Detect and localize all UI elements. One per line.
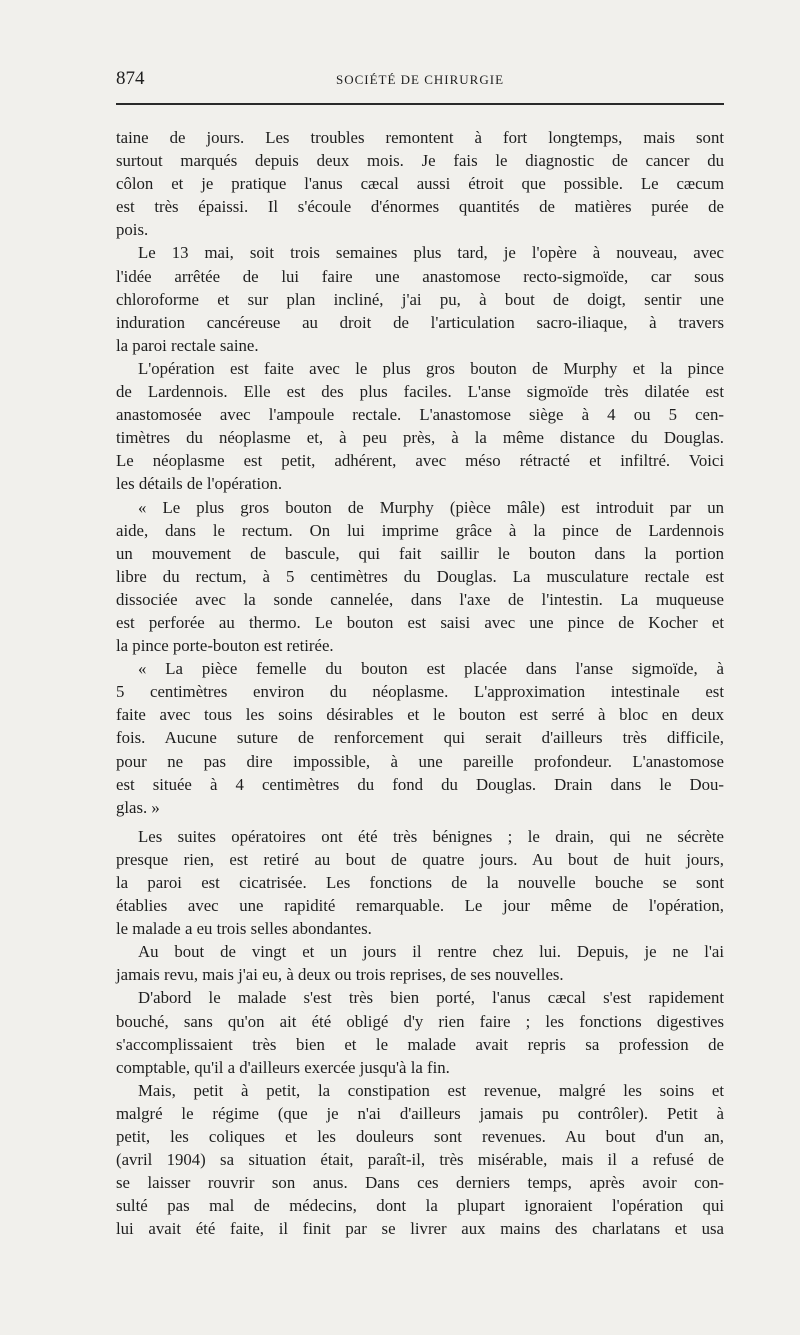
text-line: est située à 4 centimètres du fond du Douglas. Drain dans le Dou- xyxy=(116,774,724,794)
header-rule xyxy=(116,103,724,105)
text-line: l'idée arrêtée de lui faire une anastomose recto-sigmoïde, car sous xyxy=(116,266,724,286)
text-line: s'accomplissaient très bien et le malade avait repris sa profession de xyxy=(116,1034,724,1054)
text-line: Au bout de vingt et un jours il rentre chez lui. Depuis, je ne l'ai xyxy=(138,942,724,962)
text-line: Les suites opératoires ont été très bénignes ; le drain, qui ne sécrète xyxy=(138,826,724,846)
text-line: chloroforme et sur plan incliné, j'ai pu, à bout de doigt, sentir une xyxy=(116,289,724,309)
text-line: sulté pas mal de médecins, dont la plupart ignoraient l'opération qui xyxy=(116,1196,724,1216)
text-line: Le 13 mai, soit trois semaines plus tard, je l'opère à nouveau, avec xyxy=(138,243,724,263)
text-line: un mouvement de bascule, qui fait saillir le bouton dans la portion xyxy=(116,543,724,563)
text-line: est perforée au thermo. Le bouton est saisi avec une pince de Kocher et xyxy=(116,612,724,632)
text-line: les détails de l'opération. xyxy=(116,474,283,494)
text-line: dissociée avec la sonde cannelée, dans l'axe de l'intestin. La muqueuse xyxy=(116,589,724,609)
page-header xyxy=(116,66,724,92)
text-line: lui avait été faite, il finit par se livrer aux mains des charlatans et usa xyxy=(116,1219,724,1239)
text-line: libre du rectum, à 5 centimètres du Douglas. La musculature rectale est xyxy=(116,566,724,586)
text-line: la paroi est cicatrisée. Les fonctions de la nouvelle bouche se sont xyxy=(116,873,724,892)
running-head: SOCIÉTÉ DE CHIRURGIE xyxy=(335,72,505,87)
text-line: induration cancéreuse au droit de l'articulation sacro-iliaque, à travers xyxy=(116,312,724,332)
text-line: Mais, petit à petit, la constipation est revenue, malgré les soins et xyxy=(138,1080,724,1100)
text-line: presque rien, est retiré au bout de quatre jours. Au bout de huit jours, xyxy=(116,849,724,869)
text-line: malgré le régime (que je n'ai d'ailleurs jamais pu contrôler). Petit à xyxy=(116,1103,724,1123)
text-line: côlon et je pratique l'anus cæcal aussi étroit que possible. Le cæcum xyxy=(116,174,724,194)
text-line: Le néoplasme est petit, adhérent, avec méso rétracté et infiltré. Voici xyxy=(116,451,724,471)
text-line: timètres du néoplasme et, à peu près, à la même distance du Douglas. xyxy=(116,428,724,448)
text-line: faite avec tous les soins désirables et le bouton est serré à bloc en deux xyxy=(116,705,724,725)
text-line: pour ne pas dire impossible, à une pareille profondeur. L'anastomose xyxy=(116,751,724,771)
text-line: D'abord le malade s'est très bien porté, l'anus cæcal s'est rapidement xyxy=(138,988,724,1008)
text-line: surtout marqués depuis deux mois. Je fais le diagnostic de cancer du xyxy=(116,151,724,171)
text-line: « La pièce femelle du bouton est placée dans l'anse sigmoïde, à xyxy=(138,659,724,679)
text-line: la pince porte-bouton est retirée. xyxy=(116,636,334,656)
text-line: bouché, sans qu'on ait été obligé d'y rien faire ; les fonctions digestives xyxy=(116,1011,724,1031)
text-line: anastomosée avec l'ampoule rectale. L'anastomose siège à 4 ou 5 cen- xyxy=(116,405,724,425)
text-line: de Lardennois. Elle est des plus faciles. L'anse sigmoïde très dilatée est xyxy=(116,382,724,402)
text-line: aide, dans le rectum. On lui imprime grâce à la pince de Lardennois xyxy=(116,520,724,540)
text-line: petit, les coliques et les douleurs sont revenues. Au bout d'un an, xyxy=(116,1127,724,1147)
text-line: comptable, qu'il a d'ailleurs exercée jusqu'à la fin. xyxy=(116,1057,450,1077)
text-line: pois. xyxy=(116,220,149,240)
text-line: se laisser rouvrir son anus. Dans ces derniers temps, après avoir con- xyxy=(116,1173,724,1193)
text-line: le malade a eu trois selles abondantes. xyxy=(116,919,372,939)
text-line: la paroi rectale saine. xyxy=(116,335,259,355)
text-line: jamais revu, mais j'ai eu, à deux ou trois reprises, de ses nouvelles. xyxy=(116,965,564,985)
text-line: établies avec une rapidité remarquable. Le jour même de l'opération, xyxy=(116,896,724,916)
text-line: 5 centimètres environ du néoplasme. L'approximation intestinale est xyxy=(116,682,724,702)
text-line: (avril 1904) sa situation était, paraît-il, très misérable, mais il a refusé de xyxy=(116,1150,724,1170)
text-line: est très épaissi. Il s'écoule d'énormes quantités de matières purée de xyxy=(116,197,724,217)
text-line: « Le plus gros bouton de Murphy (pièce mâle) est introduit par un xyxy=(138,497,724,517)
page-number: 874 xyxy=(116,68,145,89)
text-line: L'opération est faite avec le plus gros bouton de Murphy et la pince xyxy=(138,358,724,378)
text-line: glas. » xyxy=(116,797,160,817)
text-line: taine de jours. Les troubles remontent à fort longtemps, mais sont xyxy=(116,128,724,147)
body-text xyxy=(116,126,724,1241)
text-line: fois. Aucune suture de renforcement qui serait d'ailleurs très difficile, xyxy=(116,728,724,748)
